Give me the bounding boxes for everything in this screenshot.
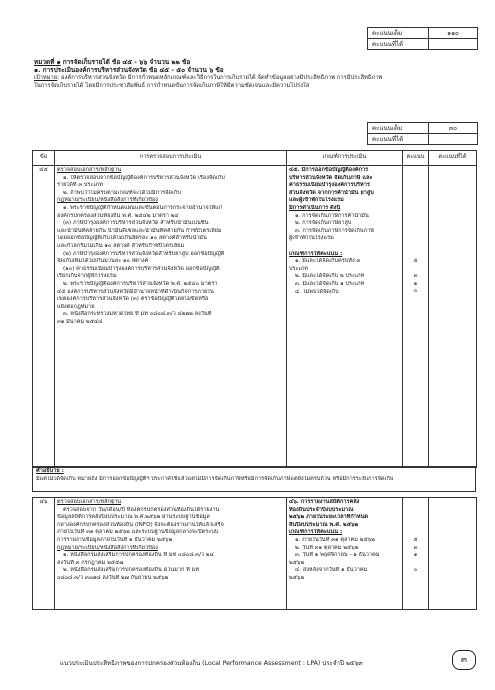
check-line: ๐๘๐๘.๓/ว ๓๐๗๘ ลงวันที่ ๒๗ กันยายน ๒๕๖๒ <box>57 574 169 581</box>
check-line: เขตองค์การบริหารส่วนจังหวัด (๓) ตราข้อบัญญัติโดยไม่ขัดหรือ <box>57 296 209 303</box>
criteria-line: ๓. การจัดเก็บภาษีการจัดเก็บภาษี <box>295 227 374 234</box>
row-got-score <box>429 498 477 610</box>
header-check: การตรวจสอบการประเมิน <box>55 151 287 166</box>
check-line: ตรวจสอบเอกสาร/หลักฐาน <box>57 167 122 173</box>
criteria-line: ๒. การจัดเก็บภาษียาสูบ <box>295 220 352 227</box>
check-line: และกิโลกรัมไม่เกิน ๑๐ สตางค์ สำหรับก๊าซปิโตรเลียม <box>57 242 185 249</box>
check-line: ลงวันที่ ๓ กรกฎาคม ๒๕๕๗ <box>57 559 124 566</box>
criteria-line: ๒๕๖๒ ภายในระยะเวลาที่กำหนด <box>289 514 369 521</box>
row-check <box>55 166 287 468</box>
criteria-line: ๒๕๖๒ <box>289 559 305 566</box>
row-criteria <box>287 166 403 468</box>
section-got-score-value <box>429 134 478 145</box>
check-line: จัดเก็บเพิ่มได้ไม่เกินมวนละ ๑๐ สตางค์ <box>57 258 149 265</box>
intro-line-1: : องค์การบริหารส่วนจังหวัด มีการกำหนดหลักเกณฑ์และวิธีการในการเก็บรายได้ จัดทำข้อมูลอย่างมีประสิทธิภาพ การมีประสิทธิภาพ <box>57 75 383 81</box>
check-line: องค์กรปกครองส่วนท้องถิ่น พ.ศ. ๒๕๔๒ มาตรา ๒๔ <box>57 212 179 219</box>
check-line: ๑. พระราชบัญญัติกำหนดแผนและขั้นตอนการกระจายอำนาจให้แก่ <box>63 204 223 211</box>
check-line: ๓๑ มีนาคม ๒๕๔๘ <box>57 318 103 325</box>
score-value: ๐ <box>413 288 418 295</box>
check-line: และน้ำมันที่คล้ายกัน น้ำมันดีเซลและน้ำมันที่คล้ายกัน ก๊าซปิโตรเลียม <box>57 227 222 234</box>
criteria-line: ท้องถิ่นประจำปีงบประมาณ <box>289 506 354 513</box>
full-score-label: คะแนนเต็ม <box>368 28 429 39</box>
check-line: เรียกเก็บจากผู้พักโรงแรม <box>57 273 117 280</box>
criteria-line: ๑. มีและได้จัดเก็บครบทั้ง ๓ <box>295 258 361 265</box>
score-value: ๑ <box>413 280 418 287</box>
section-title: การจัดเก็บรายได้ ข้อ ๔๕ - ๖๖ จำนวน ๒๒ ข้อ <box>62 58 191 66</box>
check-line: ๓. หนังสือกระทรวงมหาดไทย ที่ มท ๐๘๐๘.๓/ว ๔๒๒๒ ลงวันที่ <box>63 311 212 318</box>
intro-label: เป้าหมาย <box>34 75 58 81</box>
full-score-value: ๑๑๐ <box>429 28 478 39</box>
check-line: (๓) ภาษีบำรุงองค์การบริหารส่วนจังหวัด สำหรับน้ำมันเบนซิน <box>63 220 209 227</box>
explanation-note <box>32 466 476 492</box>
criteria-spacer <box>289 243 400 251</box>
section-full-score-value: ๓๐ <box>429 123 478 134</box>
criteria-line: ผู้เข้าพักในโรงแรม <box>289 235 334 242</box>
check-line: การรายงานข้อมูลภายในวันที่ ๑ ธันวาคม ๒๕๖๒ <box>57 536 173 543</box>
score-value: ๐ <box>413 567 418 574</box>
row-no: ๔๕ <box>33 166 55 468</box>
intro-line-2: ในการจัดเก็บรายได้ โดยมีการประชาสัมพันธ์ การกำหนดขั้นการจัดเก็บภาษีให้มีความชัดเจนและมีความโปร่งใส <box>34 83 310 89</box>
check-line: ข้อมูลสถิติการคลังปีงบประมาณ พ.ศ.๒๕๖๒ ผ่านระบบฐานข้อมูล <box>57 514 210 521</box>
criteria-line: มีการดำเนินการ ดังนี้ <box>289 204 341 211</box>
assessment-table-2 <box>32 497 477 610</box>
criteria-line: ๒. วันที่ ๓๑ ตุลาคม ๒๕๖๒ <box>295 544 359 551</box>
header-criteria: เกณฑ์การประเมิน <box>287 151 403 166</box>
section-title-prefix: หมวดที่ ๑ <box>34 58 61 66</box>
check-line: โดยออกข้อบัญญัติเก็บได้ไม่เกินลิตรละ ๑๐ สตางค์สำหรับน้ำมัน <box>57 235 207 242</box>
criteria-line: ๒๕๖๒ <box>289 574 305 581</box>
check-line: กฎหมาย/ระเบียบ/หนังสือสั่งการที่เกี่ยวข้อง <box>57 544 159 551</box>
check-line: ๒. หนังสือกรมส่งเสริมการปกครองท้องถิ่น ด่วนมาก ที่ มท <box>63 567 200 574</box>
header-got-score: คะแนนที่ได้ <box>429 151 477 166</box>
score-value: ๓ <box>413 544 418 551</box>
note-text: มีแต่ไม่ได้จัดเก็บ หมายถึง มีการออกข้อบัญญัติฯ ประกาศใช้แล้วแต่ไม่มีการจัดเก็บภาษีหรือมีการจัดเก็บภาษีแต่ยังไม่ครบถ้วน หรือมีการระงับการจัดเก็บ <box>36 475 394 482</box>
criteria-line: ค่าธรรมเนียมบำรุงองค์การบริหาร <box>289 182 370 189</box>
check-line: (๑๐) ค่าธรรมเนียมบำรุงองค์การบริหารส่วนจังหวัด ออกข้อบัญญัติ <box>63 265 220 272</box>
criteria-line: เกณฑ์การให้คะแนน : <box>289 529 343 536</box>
check-line: ภายในวันที่ ๓๑ ตุลาคม ๒๕๖๒ และระบบฐานข้อมูลกลางจะปิดระบบ <box>57 529 219 536</box>
score-value: ๕ <box>413 258 418 264</box>
section-full-score-label: คะแนนเต็ม <box>368 123 429 134</box>
check-line: ๒. ถ้าพบว่าไม่ครบตามเกณฑ์จะได้ไม่มีการจัดเก็บ <box>63 189 181 196</box>
criteria-line: ประเภท <box>289 265 308 272</box>
check-line: ๔๕ องค์การบริหารส่วนจังหวัดมีอำนาจหน้าที่ดำเนินกิจการภายใน <box>57 288 214 295</box>
table-row <box>33 166 477 468</box>
criteria-line: ๔๖. การรายงานสถิติการคลัง <box>289 499 360 505</box>
row-score <box>403 166 429 468</box>
criteria-line: บริหารส่วนจังหวัด จัดเก็บภาษี และ <box>289 174 373 181</box>
got-score-label: คะแนนที่ได้ <box>368 39 429 50</box>
criteria-line: ๓. มีและได้จัดเก็บ ๑ ประเภท <box>295 280 365 287</box>
check-line: กลางองค์กรปกครองส่วนท้องถิ่น (INFO) จึงจะต้องรายงานให้แล้วเสร็จ <box>57 521 224 528</box>
criteria-line: ส่วนจังหวัด จากการค้าน้ำมัน ยาสูบ <box>289 189 374 196</box>
criteria-line: ๒. มีและได้จัดเก็บ ๒ ประเภท <box>295 273 365 280</box>
criteria-line: ๔๕. มีการออกข้อบัญญัติองค์การ <box>289 167 369 173</box>
criteria-line: ๔. ส่งหลังจากวันที่ ๑ ธันวาคม <box>295 567 368 574</box>
got-score-value <box>429 39 478 50</box>
note-label: คำอธิบาย : <box>36 468 64 474</box>
check-line: ๑. ให้ตรวจสอบจากข้อบัญญัติองค์การบริหารส่วนจังหวัด เรื่องจัดเก็บ <box>63 174 225 181</box>
table-row <box>33 498 477 610</box>
score-value: ๓ <box>413 273 418 280</box>
score-box-section <box>367 122 478 145</box>
header-no: ข้อ <box>33 151 55 166</box>
check-line: (๒) ภาษีบำรุงองค์การบริหารส่วนจังหวัดสำหรับยาสูบ ออกข้อบัญญัติ <box>63 250 225 257</box>
criteria-line: ๑. การจัดเก็บภาษีการค้าน้ำมัน <box>295 212 369 219</box>
criteria-line: เกณฑ์การให้คะแนน : <box>289 250 343 257</box>
check-line: ๑. หนังสือกรมส่งเสริมการปกครองท้องถิ่น ที่ มท ๐๘๐๘.๓/ว ๒๔ <box>63 552 214 559</box>
section-got-score-label: คะแนนที่ได้ <box>368 134 429 145</box>
row-check <box>55 498 287 610</box>
score-value: ๕ <box>413 537 418 543</box>
header-score: คะแนน <box>403 151 429 166</box>
check-line: รายได้ที่ ๓ ประเภท <box>57 182 103 189</box>
row-score <box>403 498 429 610</box>
section-header <box>34 58 474 90</box>
criteria-line: และผู้เข้าพักในโรงแรม <box>289 197 344 204</box>
row-criteria <box>287 498 403 610</box>
criteria-line: สิ้นปีงบประมาณ พ.ศ. ๒๕๖๒ <box>289 521 359 528</box>
score-value: ๑ <box>413 552 418 559</box>
criteria-line: ๔. ไม่พบได้จัดเก็บ <box>295 288 339 295</box>
footer-text: แนวประเมินประสิทธิภาพของการปกครองส่วนท้องถิ่น (Local Performance Assessment : LPA) ประจำปี ๒๕๖๓ <box>60 660 363 667</box>
section-subtitle: ๑. การประเมินองค์การบริหารส่วนจังหวัด ข้อ ๔๕ - ๕๐ จำนวน ๖ ข้อ <box>34 66 224 74</box>
assessment-table-1 <box>32 150 477 468</box>
check-line: ตรวจสอบจาก วัน/เดือน/ปี ที่องค์กรปกครองส่วนท้องถิ่นได้รายงาน <box>63 506 220 513</box>
page-number: ๓ <box>452 650 476 670</box>
check-line: ตรวจสอบเอกสาร/หลักฐาน <box>57 499 122 505</box>
criteria-line: ๑. ภายในวันที่ ๓๑ ตุลาคม ๒๕๖๒ <box>295 536 375 543</box>
check-line: ๒. พระราชบัญญัติองค์การบริหารส่วนจังหวัด พ.ศ. ๒๕๔๐ มาตรา <box>63 280 218 287</box>
score-box-total <box>367 27 478 50</box>
check-line: กฎหมาย/ระเบียบ/หนังสือสั่งการที่เกี่ยวข้อง <box>57 197 159 204</box>
row-no: ๔๖ <box>33 498 55 610</box>
check-line: แย้งต่อกฎหมาย <box>57 303 95 310</box>
row-got-score <box>429 166 477 468</box>
criteria-line: ๓. วันที่ ๑ พฤศจิกายน - ๑ ธันวาคม <box>295 552 380 559</box>
